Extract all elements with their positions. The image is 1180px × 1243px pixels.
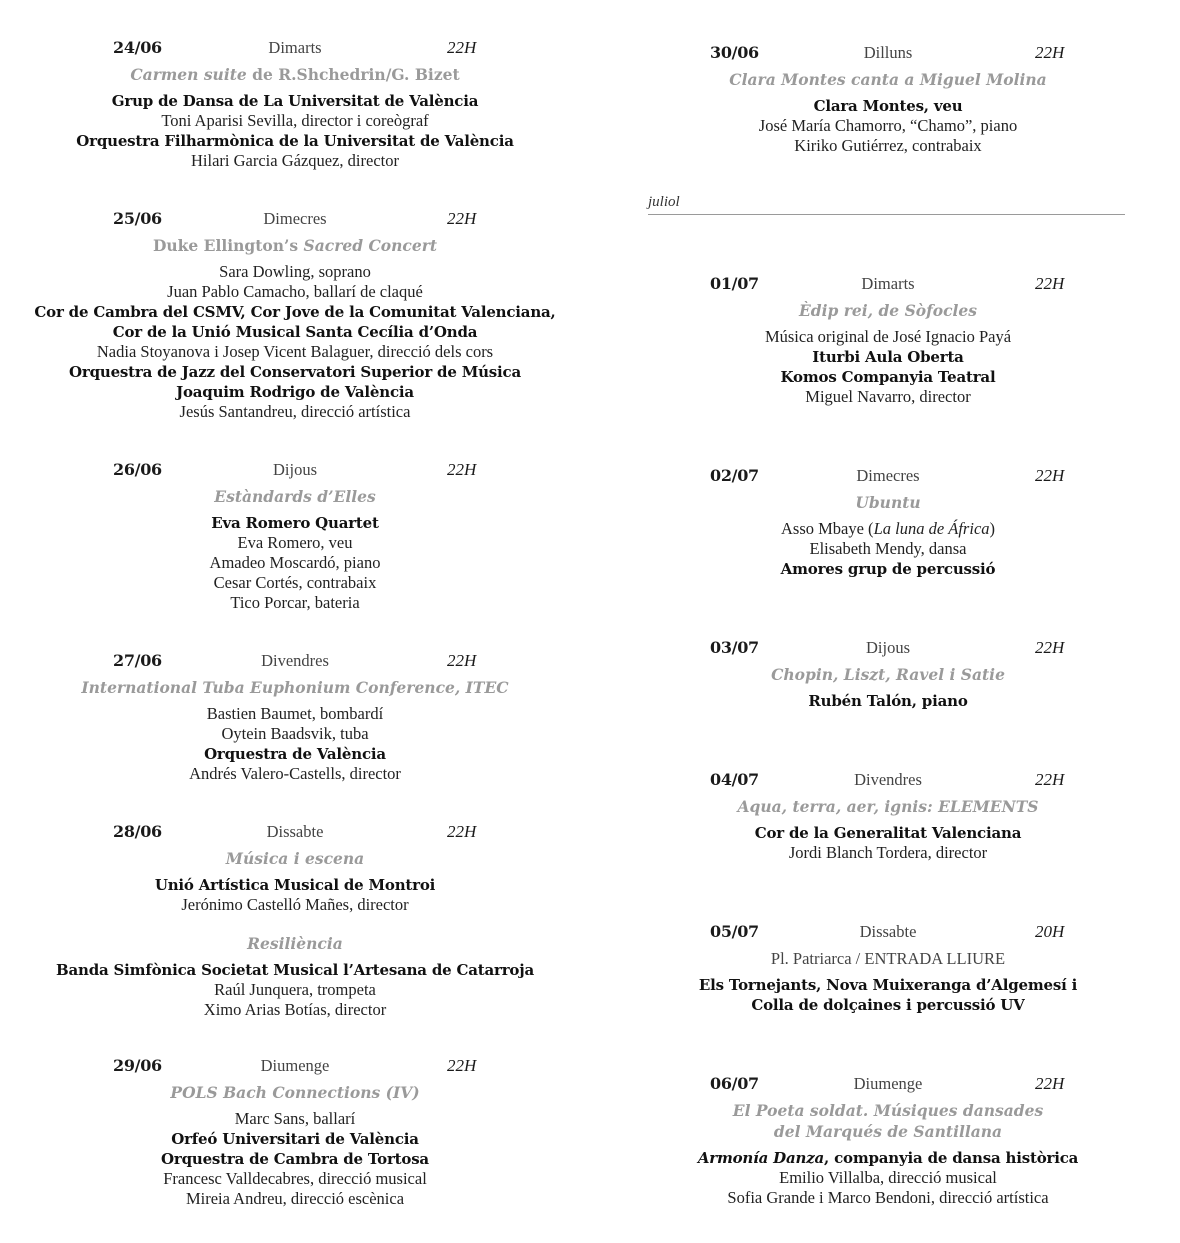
performer-ensemble xyxy=(608,975,1168,995)
performer-ensemble xyxy=(15,1129,575,1149)
spacer xyxy=(15,915,575,929)
performer-text: Sofia Grande i Marco Bendoni, direcció artística xyxy=(727,1188,1049,1207)
performer-ensemble xyxy=(608,823,1168,843)
performer-text: Oytein Baadsvik, tuba xyxy=(221,724,369,743)
performer-text: Música original de José Ignacio Payá xyxy=(764,327,1012,346)
event-title xyxy=(608,300,1168,321)
performer-text: Mireia Andreu, direcció escènica xyxy=(185,1189,405,1208)
performer-ensemble xyxy=(15,875,575,895)
performer-credit xyxy=(15,282,575,302)
performer-text: Miguel Navarro, director xyxy=(805,387,971,406)
performer-text: Grup de Dansa de La Universitat de València xyxy=(111,92,479,110)
event-title xyxy=(608,796,1168,817)
event-header xyxy=(15,38,575,60)
event-title-second: Resiliència xyxy=(247,934,343,953)
performer-text: Francesc Valldecabres, direcció musical xyxy=(163,1169,427,1188)
event-title-line: del Marqués de Santillana xyxy=(773,1122,1003,1141)
performer-credit xyxy=(15,724,575,744)
performer-text: Banda Simfònica Societat Musical l’Artesana de Catarroja xyxy=(56,961,534,979)
event-title-part: Estàndards d’Elles xyxy=(214,487,376,506)
performer-credit xyxy=(15,111,575,131)
event-header xyxy=(15,651,575,673)
performer-text: Jordi Blanch Tordera, director xyxy=(788,843,988,862)
performer-text: Sara Dowling, soprano xyxy=(219,262,371,281)
performer-text: Els Tornejants, Nova Muixeranga d’Algemesí i xyxy=(698,976,1078,994)
event-performers xyxy=(608,1148,1168,1208)
performer-text: Colla de dolçaines i percussió UV xyxy=(751,996,1025,1014)
event-title-part: POLS Bach Connections (IV) xyxy=(170,1083,420,1102)
event-venue: Pl. Patriarca / ENTRADA LLIURE xyxy=(770,949,1006,968)
event-performers xyxy=(15,262,575,422)
performer-text: Unió Artística Musical de Montroi xyxy=(154,876,436,894)
performer-ensemble xyxy=(15,382,575,402)
event-performers xyxy=(608,823,1168,863)
event-06-07 xyxy=(608,1074,1168,1208)
performer-credit xyxy=(15,402,575,422)
event-title xyxy=(15,677,575,698)
event-25-06 xyxy=(15,209,575,422)
event-time: 22H xyxy=(447,209,477,228)
event-day: Diumenge xyxy=(853,1074,923,1093)
event-date: 04/07 xyxy=(710,770,759,789)
month-label-july: juliol xyxy=(648,194,680,210)
event-day: Dimecres xyxy=(263,209,327,228)
event-time: 22H xyxy=(447,460,477,479)
event-26-06 xyxy=(15,460,575,613)
event-header xyxy=(608,638,1168,660)
performer-text: Orfeó Universitari de València xyxy=(171,1130,419,1148)
performer-text: Orquestra de Cambra de Tortosa xyxy=(161,1150,429,1168)
performer-text: Jesús Santandreu, direcció artística xyxy=(179,402,411,421)
performer-ensemble xyxy=(15,362,575,382)
event-header xyxy=(15,1056,575,1078)
event-time: 20H xyxy=(1035,922,1065,941)
event-day: Dijous xyxy=(272,460,318,479)
event-header xyxy=(608,43,1168,65)
performer-credit xyxy=(15,1109,575,1129)
event-time: 22H xyxy=(447,1056,477,1075)
event-header xyxy=(15,209,575,231)
performer-text: Elisabeth Mendy, dansa xyxy=(809,539,967,558)
event-day: Dilluns xyxy=(863,43,913,62)
performer-credit xyxy=(608,387,1168,407)
performer-text: Ximo Arias Botías, director xyxy=(203,1000,387,1019)
performer-text: Clara Montes, veu xyxy=(813,97,963,115)
performer-credit xyxy=(608,1168,1168,1188)
performer-credit xyxy=(608,116,1168,136)
performer-text: Jerónimo Castelló Mañes, director xyxy=(181,895,409,914)
event-27-06 xyxy=(15,651,575,784)
month-divider xyxy=(648,214,1125,215)
event-date: 29/06 xyxy=(113,1056,162,1075)
event-date: 27/06 xyxy=(113,651,162,670)
performer-text: Andrés Valero-Castells, director xyxy=(189,764,401,783)
event-title-part: Carmen suite xyxy=(130,65,247,84)
event-day: Dijous xyxy=(865,638,911,657)
performer-ensemble xyxy=(608,96,1168,116)
performer-credit xyxy=(608,136,1168,156)
performer-text: Orquestra Filharmònica de la Universitat de València xyxy=(76,132,514,150)
performer-ensemble xyxy=(15,322,575,342)
event-performers xyxy=(608,327,1168,407)
performer-credit xyxy=(15,980,575,1000)
event-time: 22H xyxy=(1035,1074,1065,1093)
event-03-07 xyxy=(608,638,1168,711)
performer-text: Toni Aparisi Sevilla, director i coreògraf xyxy=(161,111,429,130)
performer-credit xyxy=(15,1000,575,1020)
performer-credit xyxy=(15,704,575,724)
performer-credit xyxy=(15,262,575,282)
event-time: 22H xyxy=(1035,43,1065,62)
performer-text: Juan Pablo Camacho, ballarí de claqué xyxy=(167,282,423,301)
event-header xyxy=(15,460,575,482)
performer-text: Joaquim Rodrigo de València xyxy=(176,383,414,401)
event-title-line: El Poeta soldat. Músiques dansades xyxy=(732,1101,1044,1120)
event-title-part: Ubuntu xyxy=(855,493,921,512)
performer-text: Amores grup de percussió xyxy=(780,560,996,578)
performer-text: Tico Porcar, bateria xyxy=(230,593,360,612)
event-performers xyxy=(15,513,575,613)
event-date: 06/07 xyxy=(710,1074,759,1093)
event-date: 05/07 xyxy=(710,922,759,941)
event-time: 22H xyxy=(1035,466,1065,485)
event-time: 22H xyxy=(1035,770,1065,789)
event-performers xyxy=(608,519,1168,579)
event-title xyxy=(15,64,575,85)
event-header xyxy=(608,770,1168,792)
event-header xyxy=(608,922,1168,944)
event-02-07 xyxy=(608,466,1168,579)
performer-text: Cor de Cambra del CSMV, Cor Jove de la Comunitat Valenciana, xyxy=(34,303,556,321)
event-04-07 xyxy=(608,770,1168,863)
performer-credit xyxy=(15,573,575,593)
event-date: 02/07 xyxy=(710,466,759,485)
event-date: 30/06 xyxy=(710,43,759,62)
event-title-part: International Tuba Euphonium Conference, ITEC xyxy=(81,678,509,697)
event-date: 03/07 xyxy=(710,638,759,657)
performer-ensemble xyxy=(608,691,1168,711)
event-day: Dissabte xyxy=(266,822,324,841)
event-title xyxy=(15,848,575,869)
performer-ensemble xyxy=(15,91,575,111)
performer-credit xyxy=(15,764,575,784)
performer-credit xyxy=(608,539,1168,559)
event-title xyxy=(15,1082,575,1103)
performer-credit xyxy=(608,843,1168,863)
event-performers xyxy=(608,975,1168,1015)
performer-text: Orquestra de Jazz del Conservatori Superior de Música xyxy=(69,363,521,381)
event-30-06 xyxy=(608,43,1168,156)
performer-credit xyxy=(15,342,575,362)
event-title-part: Duke Ellington’s xyxy=(152,236,304,255)
event-day: Dimecres xyxy=(856,466,920,485)
performer-credit xyxy=(15,1189,575,1209)
performer-credit xyxy=(15,533,575,553)
performer-text: Kiriko Gutiérrez, contrabaix xyxy=(794,136,982,155)
event-date: 24/06 xyxy=(113,38,162,57)
event-day: Dissabte xyxy=(859,922,917,941)
performer-credit xyxy=(15,151,575,171)
event-24-06 xyxy=(15,38,575,171)
performer-text: Eva Romero Quartet xyxy=(211,514,379,532)
performer-text: Iturbi Aula Oberta xyxy=(812,348,964,366)
performer-text: Raúl Junquera, trompeta xyxy=(214,980,376,999)
performer-ensemble xyxy=(15,1149,575,1169)
event-performers xyxy=(15,875,575,915)
event-performers xyxy=(15,960,575,1020)
event-performers xyxy=(15,1109,575,1209)
performer-credit xyxy=(608,1188,1168,1208)
event-header xyxy=(608,274,1168,296)
event-date: 26/06 xyxy=(113,460,162,479)
event-day: Dimarts xyxy=(268,38,322,57)
event-day: Divendres xyxy=(261,651,329,670)
performer-credit xyxy=(15,1169,575,1189)
event-time: 22H xyxy=(447,651,477,670)
performer-text: Marc Sans, ballarí xyxy=(234,1109,356,1128)
performer-credit xyxy=(15,593,575,613)
performer-text: Asso Mbaye ( xyxy=(780,519,874,538)
performer-text: Rubén Talón, piano xyxy=(808,692,968,710)
performer-ensemble xyxy=(15,744,575,764)
event-29-06 xyxy=(15,1056,575,1209)
event-time: 22H xyxy=(447,822,477,841)
performer-ensemble xyxy=(608,367,1168,387)
performer-credit xyxy=(15,895,575,915)
event-title-part: de R.Shchedrin/G. Bizet xyxy=(246,65,460,84)
event-28-06 xyxy=(15,822,575,1020)
event-title xyxy=(15,235,575,256)
event-time: 22H xyxy=(1035,638,1065,657)
performer-ensemble xyxy=(608,347,1168,367)
performer-text: Cor de la Unió Musical Santa Cecília d’Onda xyxy=(112,323,478,341)
event-time: 22H xyxy=(447,38,477,57)
performer-text: Emilio Villalba, direcció musical xyxy=(779,1168,997,1187)
performer-text: Amadeo Moscardó, piano xyxy=(209,553,381,572)
event-title-part: Sacred Concert xyxy=(303,236,438,255)
event-title-part: Chopin, Liszt, Ravel i Satie xyxy=(771,665,1005,684)
event-date: 25/06 xyxy=(113,209,162,228)
performer-text: José María Chamorro, “Chamo”, piano xyxy=(758,116,1018,135)
performer-ensemble xyxy=(15,513,575,533)
performer-text: Hilari Garcia Gázquez, director xyxy=(191,151,399,170)
event-performers xyxy=(15,91,575,171)
event-date: 01/07 xyxy=(710,274,759,293)
performer-text: Cor de la Generalitat Valenciana xyxy=(754,824,1022,842)
performer-text-tail: ) xyxy=(989,519,996,538)
event-title xyxy=(608,69,1168,90)
performer-ensemble xyxy=(608,1148,1168,1168)
performer-text: Nadia Stoyanova i Josep Vicent Balaguer, direcció dels cors xyxy=(96,342,494,361)
event-title xyxy=(608,664,1168,685)
event-title-part: Música i escena xyxy=(225,849,365,868)
event-day: Diumenge xyxy=(260,1056,330,1075)
performer-text: Bastien Baumet, bombardí xyxy=(206,704,384,723)
performer-italic: La luna de África xyxy=(873,519,990,538)
event-header xyxy=(608,1074,1168,1096)
performer-credit xyxy=(15,553,575,573)
performer-ensemble xyxy=(15,302,575,322)
performer-ensemble xyxy=(608,995,1168,1015)
performer-text: Eva Romero, veu xyxy=(237,533,353,552)
event-date: 28/06 xyxy=(113,822,162,841)
event-time: 22H xyxy=(1035,274,1065,293)
performer-ensemble xyxy=(15,960,575,980)
performer-text: Orquestra de València xyxy=(204,745,386,763)
performer-ensemble xyxy=(15,131,575,151)
event-01-07 xyxy=(608,274,1168,407)
event-performers xyxy=(608,691,1168,711)
event-title xyxy=(608,492,1168,513)
performer-credit xyxy=(608,327,1168,347)
performer-credit xyxy=(608,519,1168,539)
performer-text: , companyia de dansa històrica xyxy=(824,1149,1079,1167)
event-performers xyxy=(608,96,1168,156)
performer-text: Komos Companyia Teatral xyxy=(780,368,996,386)
performer-ensemble xyxy=(608,559,1168,579)
event-day: Dimarts xyxy=(861,274,915,293)
performer-text: Cesar Cortés, contrabaix xyxy=(213,573,377,592)
event-header xyxy=(608,466,1168,488)
performer-italic: Armonía Danza xyxy=(697,1149,825,1167)
event-performers xyxy=(15,704,575,784)
event-05-07 xyxy=(608,922,1168,1015)
event-title-part: Clara Montes canta a Miguel Molina xyxy=(729,70,1047,89)
event-title xyxy=(15,486,575,507)
event-day: Divendres xyxy=(854,770,922,789)
event-title-part: Aqua, terra, aer, ignis: ELEMENTS xyxy=(737,797,1039,816)
event-title-part: Èdip rei, de Sòfocles xyxy=(798,301,978,320)
event-header xyxy=(15,822,575,844)
